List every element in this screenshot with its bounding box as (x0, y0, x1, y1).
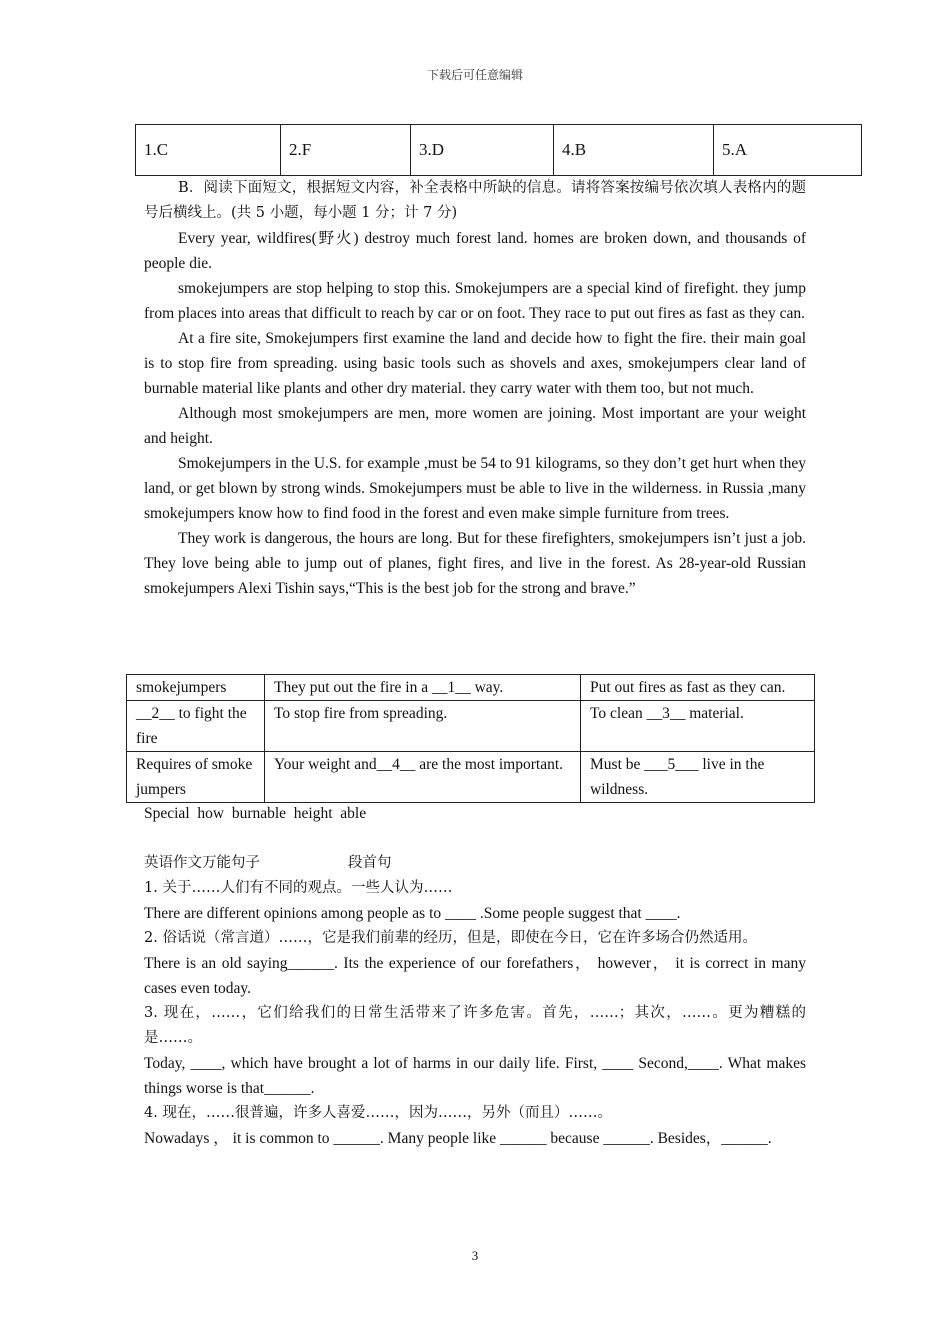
sentence-en: Today, ____, which have brought a lot of harms in our daily life. First, ____ Second,____. What makes things worse is that______. (144, 1055, 806, 1097)
table-cell: Put out fires as fast as they can. (581, 675, 815, 701)
writing-section (144, 801, 806, 1151)
passage-paragraph: At a fire site, Smokejumpers first examine the land and decide how to fight the fire. their main goal is to stop fire from spreading. using basic tools such as shovels and axes, smokejumpers clear land of burnable material like plants and other dry material. they carry water with them too, but not much. (144, 330, 806, 397)
table-row (127, 752, 815, 803)
passage-paragraph: Every year, wildfires(野火) destroy much forest land. homes are broken down, and thousands of people die. (144, 230, 806, 272)
writing-title-line (144, 851, 806, 876)
sentence-zh: 2. 俗话说（常言道）……，它是我们前辈的经历，但是，即使在今日，它在许多场合仍然适用。 (144, 930, 757, 946)
writing-title: 英语作文万能句子 (144, 855, 260, 871)
writing-subtitle: 段首句 (348, 855, 392, 871)
reading-section (144, 176, 806, 601)
passage-paragraph: They work is dangerous, the hours are long. But for these firefighters, smokejumpers isn’t just a job. They love being able to jump out of planes, fight fires, and live in the forest. As 28-year-old Russian smokejumpers Alexi Tishin says,“This is the best job for the strong and brave.” (144, 530, 806, 597)
sentence-en: There are different opinions among people as to ____ .Some people suggest that ____. (144, 905, 681, 922)
sentence-en: There is an old saying______. Its the experience of our forefathers， however， it is correct in many cases even today. (144, 955, 806, 997)
sentence-zh: 4. 现在，……很普遍，许多人喜爱……，因为……，另外（而且）……。 (144, 1105, 612, 1121)
answer-cell: 3.D (411, 125, 554, 176)
table-row (127, 701, 815, 752)
info-table (126, 674, 815, 803)
answer-cell: 1.C (136, 125, 281, 176)
table-cell: Requires of smoke jumpers (127, 752, 265, 803)
answer-cell: 5.A (714, 125, 862, 176)
table-cell: They put out the fire in a __1__ way. (265, 675, 581, 701)
sentence-zh: 3. 现在，……，它们给我们的日常生活带来了许多危害。首先，……；其次，……。更为糟糕的是……。 (144, 1005, 806, 1046)
table-row (127, 675, 815, 701)
passage-paragraph: Although most smokejumpers are men, more women are joining. Most important are your weight and height. (144, 405, 806, 447)
passage-paragraph: Smokejumpers in the U.S. for example ,must be 54 to 91 kilograms, so they don’t get hurt when they land, or get blown by strong winds. Smokejumpers must be able to live in the wilderness. in Russia ,many smokejumpers know how to find food in the forest and even make simple furniture from trees. (144, 455, 806, 522)
answer-table (135, 124, 862, 176)
header-note: 下载后可任意编辑 (426, 68, 523, 82)
table-cell: To clean __3__ material. (581, 701, 815, 752)
table-cell: To stop fire from spreading. (265, 701, 581, 752)
answer-row (136, 125, 862, 176)
answer-cell: 2.F (281, 125, 411, 176)
sentence-zh: 1. 关于……人们有不同的观点。一些人认为…… (144, 880, 453, 896)
section-instructions: B．阅读下面短文，根据短文内容，补全表格中所缺的信息。请将答案按编号依次填人表格内的题号后横线上。(共 5 小题，每小题 1 分；计 7 分) (144, 180, 806, 221)
page-number: 3 (471, 1248, 479, 1263)
table-cell: Your weight and__4__ are the most important. (265, 752, 581, 803)
table-cell: smokejumpers (127, 675, 265, 701)
table-cell: __2__ to fight the fire (127, 701, 265, 752)
answer-cell: 4.B (554, 125, 714, 176)
passage-paragraph: smokejumpers are stop helping to stop this. Smokejumpers are a special kind of firefight. they jump from places into areas that difficult to reach by car or on foot. They race to put out fires as fast as they can. (144, 280, 806, 322)
sentence-en: Nowadays ， it is common to ______. Many people like ______ because ______. Besides，______. (144, 1130, 772, 1147)
table-cell: Must be ___5___ live in the wildness. (581, 752, 815, 803)
word-bank: Special how burnable height able (144, 805, 367, 822)
